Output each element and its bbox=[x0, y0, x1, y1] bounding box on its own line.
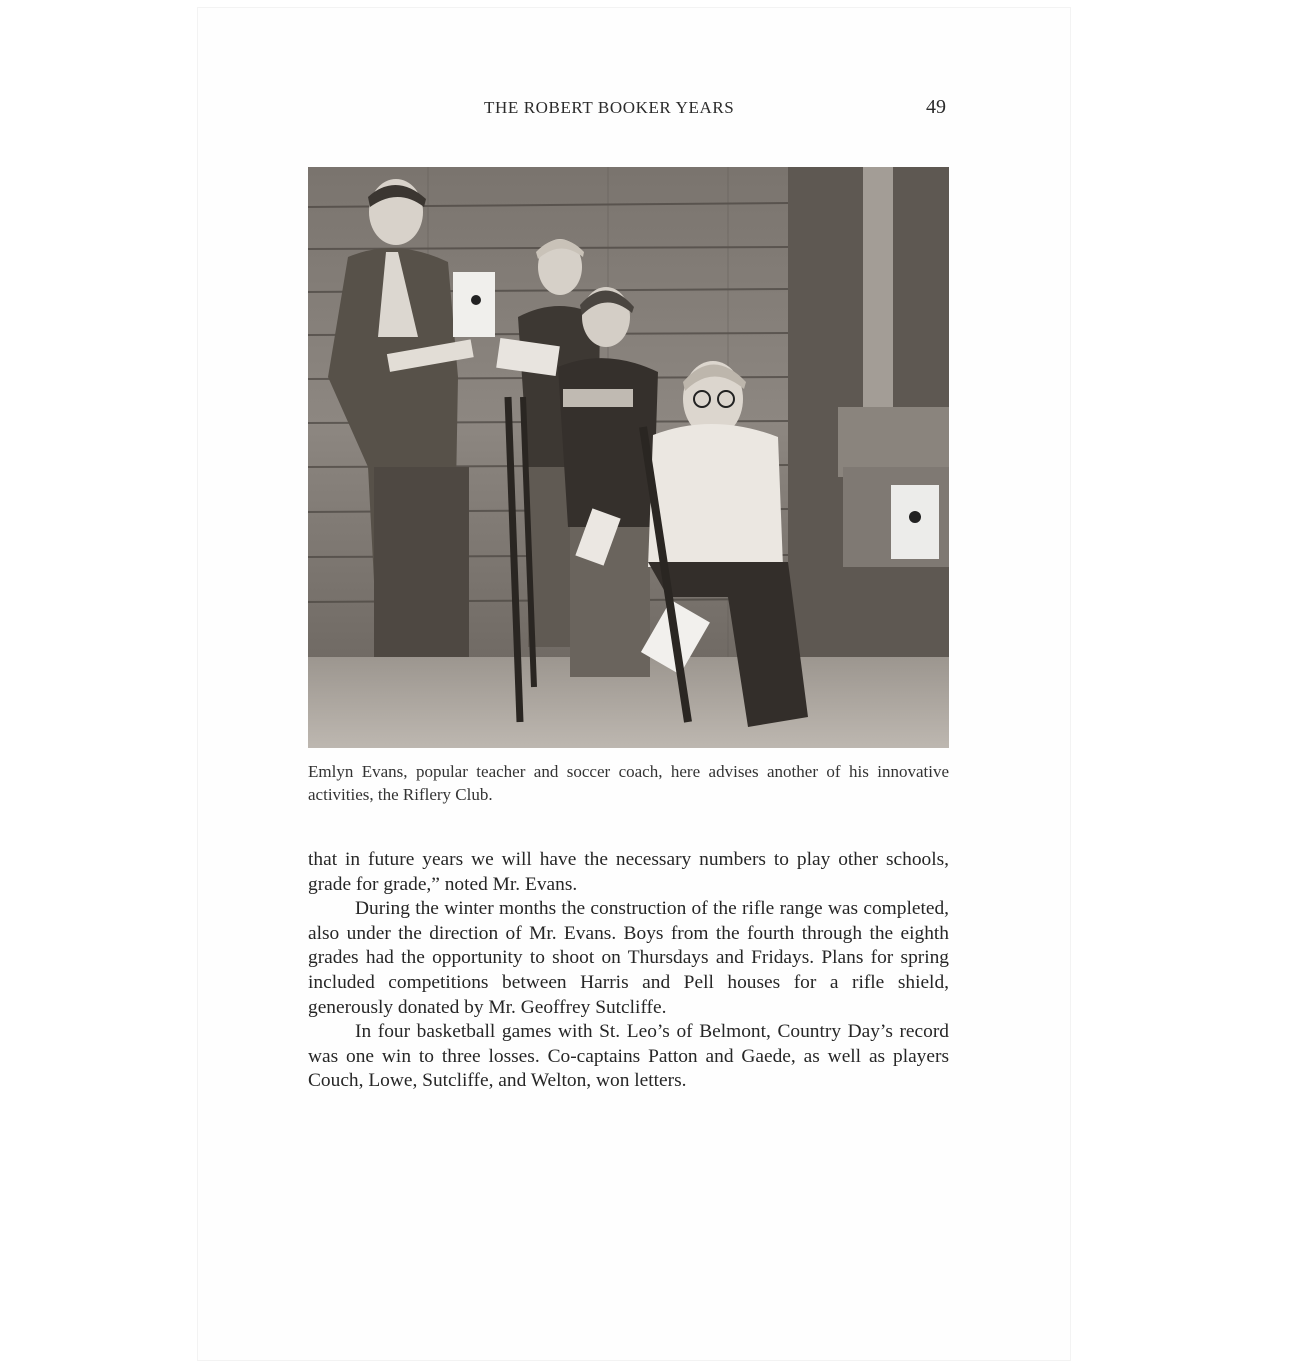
paragraph: that in future years we will have the necessary numbers to play other schools, grade for grade,” noted Mr. Evans. bbox=[308, 849, 949, 895]
page-number: 49 bbox=[926, 96, 946, 118]
photo-caption: Emlyn Evans, popular teacher and soccer coach, here advises another of his innovative activities, the Riflery Club. bbox=[308, 762, 949, 804]
paragraph: In four basketball games with St. Leo’s of Belmont, Country Day’s record was one win to three losses. Co-captains Patton and Gaede, as well as players Couch, Lowe, Sutcliffe, and Welton, won letters. bbox=[308, 1021, 949, 1092]
running-head: THE ROBERT BOOKER YEARS bbox=[484, 98, 735, 117]
paragraph: During the winter months the construction of the rifle range was completed, also under the direction of Mr. Evans. Boys from the fourth through the eighth grades had the opportunity to shoot on Thursdays and Fridays. Plans for spring included competitions between Harris and Pell houses for a rifle shield, generously donated by Mr. Geoffrey Sutcliffe. bbox=[308, 898, 949, 1018]
riflery-club-photo bbox=[308, 167, 949, 748]
body-text bbox=[308, 848, 949, 1094]
